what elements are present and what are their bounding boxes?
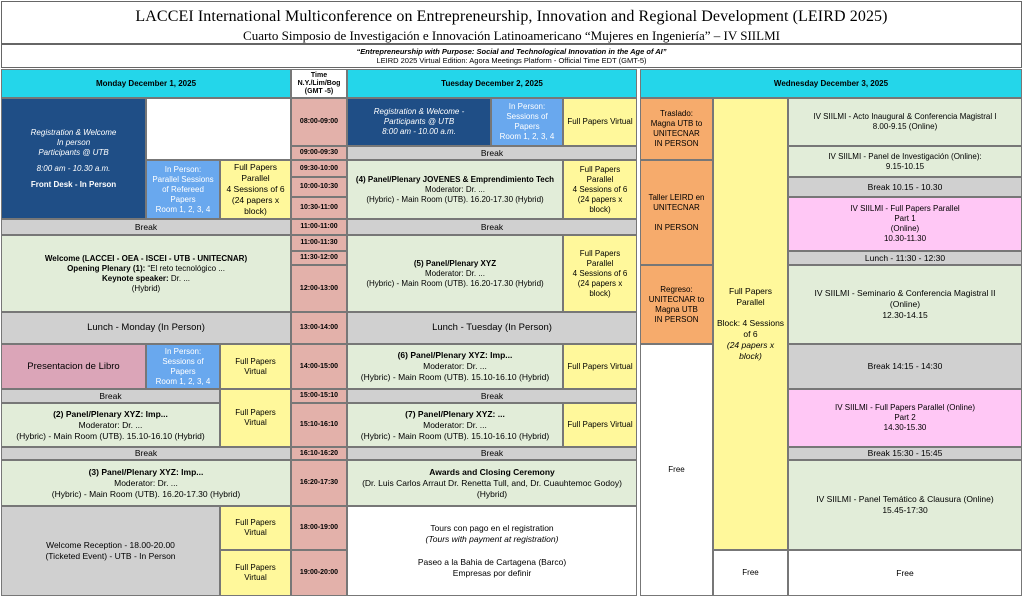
wednesday-header: Wednesday December 3, 2025 bbox=[640, 69, 1022, 98]
tuesday-break-2: Break bbox=[347, 219, 637, 235]
time-slot: 15:10-16:10 bbox=[291, 403, 347, 447]
time-slot: 16:20-17:30 bbox=[291, 460, 347, 506]
wednesday-traslado: Traslado: Magna UTB to UNITECNAR IN PERSON bbox=[640, 98, 713, 160]
empty-cell bbox=[146, 98, 291, 160]
monday-full-papers: Full Papers Parallel 4 Sessions of 6 (24 papers x block) bbox=[220, 160, 291, 219]
siilmi-lunch: Lunch - 11:30 - 12:30 bbox=[788, 251, 1022, 265]
wednesday-free-3: Free bbox=[788, 550, 1022, 596]
tuesday-full-papers-1: Full Papers Parallel 4 Sessions of 6 (24 papers x block) bbox=[563, 160, 637, 219]
platform-note: LEIRD 2025 Virtual Edition: Agora Meetings Platform - Official Time EDT (GMT-5) bbox=[376, 56, 647, 65]
wednesday-full-papers: Full Papers Parallel Block: 4 Sessions of 6 (24 papers x block) bbox=[713, 98, 788, 550]
monday-header: Monday December 1, 2025 bbox=[1, 69, 291, 98]
tuesday-panel-5: (5) Panel/Plenary XYZ Moderator: Dr. ... (Hybric) - Main Room (UTB). 16.20-17.30 (Hybrid) bbox=[347, 235, 563, 312]
monday-parallel-sessions: In Person: Parallel Sessions of Refereed Papers Room 1, 2, 3, 4 bbox=[146, 160, 220, 219]
siilmi-seminario: IV SIILMI - Seminario & Conferencia Magistral II (Online) 12.30-14.15 bbox=[788, 265, 1022, 344]
time-slot: 19:00-20:00 bbox=[291, 550, 347, 596]
theme-quote: “Entrepreneurship with Purpose: Social and Technological Innovation in the Age of AI” bbox=[356, 47, 667, 56]
monday-welcome-reception: Welcome Reception - 18.00-20.00 (Ticketed Event) - UTB - In Person bbox=[1, 506, 220, 596]
siilmi-panel-investigacion: IV SIILMI - Panel de Investigación (Online): 9.15-10.15 bbox=[788, 146, 1022, 177]
time-slot: 15:00-15:10 bbox=[291, 389, 347, 403]
monday-panel-2: (2) Panel/Plenary XYZ: Imp... Moderator: Dr. ... (Hybric) - Main Room (UTB). 15.10-16.10 (Hybrid) bbox=[1, 403, 220, 447]
time-slot: 18:00-19:00 bbox=[291, 506, 347, 550]
monday-lunch: Lunch - Monday (In Person) bbox=[1, 312, 291, 344]
monday-full-papers-virtual-4: Full Papers Virtual bbox=[220, 550, 291, 596]
wednesday-free-1: Free bbox=[640, 344, 713, 596]
siilmi-acto-inaugural: IV SIILMI - Acto Inaugural & Conferencia Magistral I 8.00-9.15 (Online) bbox=[788, 98, 1022, 146]
monday-registration: Registration & Welcome In person Participants @ UTB 8:00 am - 10.30 a.m. Front Desk - In Person bbox=[1, 98, 146, 219]
tuesday-registration: Registration & Welcome - Participants @ UTB 8:00 am - 10.00 a.m. bbox=[347, 98, 491, 146]
tuesday-awards-ceremony: Awards and Closing Ceremony (Dr. Luis Carlos Arraut Dr. Renetta Tull, and, Dr. Cuauhtemoc Godoy) (Hybrid) bbox=[347, 460, 637, 506]
wednesday-regreso: Regreso: UNITECNAR to Magna UTB IN PERSON bbox=[640, 265, 713, 344]
monday-welcome-plenary: Welcome (LACCEI - OEA - ISCEI - UTB - UNITECNAR) Opening Plenary (1): “El reto tecnológico ... Keynote speaker: Dr. ... (Hybrid) bbox=[1, 235, 291, 312]
siilmi-full-papers-part-1: IV SIILMI - Full Papers Parallel Part 1 (Online) 10.30-11.30 bbox=[788, 197, 1022, 251]
time-slot: 14:00-15:00 bbox=[291, 344, 347, 389]
tuesday-break-3: Break bbox=[347, 389, 637, 403]
time-slot: 09:30-10:00 bbox=[291, 160, 347, 177]
theme-block bbox=[1, 44, 1022, 68]
monday-full-papers-virtual-3: Full Papers Virtual bbox=[220, 506, 291, 550]
siilmi-break-2: Break 14:15 - 14:30 bbox=[788, 344, 1022, 389]
tuesday-full-papers-virtual-2: Full Papers Virtual bbox=[563, 344, 637, 389]
tuesday-full-papers-virtual-3: Full Papers Virtual bbox=[563, 403, 637, 447]
tuesday-full-papers-2: Full Papers Parallel 4 Sessions of 6 (24 papers x block) bbox=[563, 235, 637, 312]
monday-break-3: Break bbox=[1, 447, 291, 460]
tuesday-panel-6: (6) Panel/Plenary XYZ: Imp... Moderator: Dr. ... (Hybric) - Main Room (UTB). 15.10-16.10 (Hybrid) bbox=[347, 344, 563, 389]
monday-panel-3: (3) Panel/Plenary XYZ: Imp... Moderator: Dr. ... (Hybric) - Main Room (UTB). 16.20-17.30 (Hybrid) bbox=[1, 460, 291, 506]
monday-papers-rooms: In Person: Sessions of Papers Room 1, 2, 3, 4 bbox=[146, 344, 220, 389]
time-slot: 16:10-16:20 bbox=[291, 447, 347, 460]
tuesday-header: Tuesday December 2, 2025 bbox=[347, 69, 637, 98]
time-slot: 10:00-10:30 bbox=[291, 177, 347, 197]
wednesday-free-2: Free bbox=[713, 550, 788, 596]
tuesday-break-1: Break bbox=[347, 146, 637, 160]
siilmi-full-papers-part-2: IV SIILMI - Full Papers Parallel (Online) Part 2 14.30-15.30 bbox=[788, 389, 1022, 447]
time-slot: 11:30-12:00 bbox=[291, 251, 347, 265]
time-slot: 11:00-11:00 bbox=[291, 219, 347, 235]
tuesday-papers-rooms: In Person: Sessions of Papers Room 1, 2, 3, 4 bbox=[491, 98, 563, 146]
monday-break-2: Break bbox=[1, 389, 220, 403]
siilmi-break-1: Break 10.15 - 10.30 bbox=[788, 177, 1022, 197]
tuesday-lunch: Lunch - Tuesday (In Person) bbox=[347, 312, 637, 344]
siilmi-panel-tematico: IV SIILMI - Panel Temático & Clausura (Online) 15.45-17:30 bbox=[788, 460, 1022, 550]
monday-full-papers-virtual-1: Full Papers Virtual bbox=[220, 344, 291, 389]
time-slot: 12:00-13:00 bbox=[291, 265, 347, 312]
tuesday-panel-7: (7) Panel/Plenary XYZ: ... Moderator: Dr. ... (Hybric) - Main Room (UTB). 15.10-16.10 (Hybrid) bbox=[347, 403, 563, 447]
tuesday-break-4: Break bbox=[347, 447, 637, 460]
time-header: Time N.Y./Lim/Bog (GMT -5) bbox=[291, 69, 347, 98]
time-slot: 09:00-09:30 bbox=[291, 146, 347, 160]
symposium-subtitle: Cuarto Simposio de Investigación e Innovación Latinoamericano “Mujeres en Ingeniería” – IV SIILMI bbox=[243, 28, 780, 43]
tuesday-tours: Tours con pago en el registration (Tours with payment at registration) Paseo a la Bahia de Cartagena (Barco) Empresas por definir bbox=[347, 506, 637, 596]
wednesday-taller: Taller LEIRD en UNITECNAR IN PERSON bbox=[640, 160, 713, 265]
conference-title: LACCEI International Multiconference on Entrepreneurship, Innovation and Regional Development (LEIRD 2025) bbox=[135, 8, 888, 25]
time-slot: 10:30-11:00 bbox=[291, 197, 347, 219]
tuesday-full-papers-virtual-1: Full Papers Virtual bbox=[563, 98, 637, 146]
time-slot: 08:00-09:00 bbox=[291, 98, 347, 146]
title-block bbox=[1, 1, 1022, 44]
siilmi-break-3: Break 15:30 - 15:45 bbox=[788, 447, 1022, 460]
monday-break-1: Break bbox=[1, 219, 291, 235]
monday-full-papers-virtual-2: Full Papers Virtual bbox=[220, 389, 291, 447]
monday-book-presentation: Presentacion de Libro bbox=[1, 344, 146, 389]
tuesday-panel-4: (4) Panel/Plenary JOVENES & Emprendimiento Tech Moderator: Dr. ... (Hybric) - Main Room (UTB). 16.20-17.30 (Hybrid) bbox=[347, 160, 563, 219]
time-slot: 13:00-14:00 bbox=[291, 312, 347, 344]
time-slot: 11:00-11:30 bbox=[291, 235, 347, 251]
